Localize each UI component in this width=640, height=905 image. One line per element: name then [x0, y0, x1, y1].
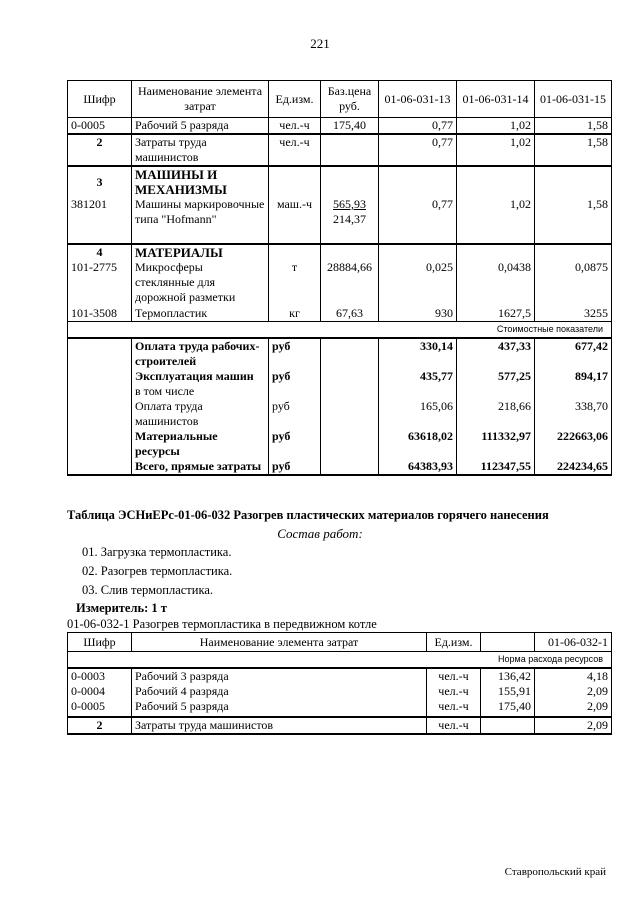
table-row: [68, 118, 612, 135]
row-value-3: 3255: [535, 306, 612, 322]
table-row: [68, 134, 612, 166]
cost-value-2: 577,25: [457, 369, 535, 384]
row-price: [321, 197, 379, 244]
table-row: [68, 699, 612, 717]
cost-unit: руб: [269, 429, 321, 459]
row-value: 2,09: [535, 684, 612, 699]
header-col2: 01-06-031-14: [457, 81, 535, 118]
price-primary: 565,93: [333, 197, 366, 211]
row-value-1: 0,77: [379, 134, 457, 166]
row-name: Рабочий 5 разряда: [132, 699, 427, 717]
row-name: Рабочий 3 разряда: [132, 668, 427, 684]
table-header-row: [68, 633, 612, 652]
row-value-2: 1,02: [457, 197, 535, 244]
table-row: [68, 197, 612, 244]
row-value-3: 0,0875: [535, 260, 612, 306]
row-value-2: 1,02: [457, 134, 535, 166]
row-price: [481, 717, 535, 734]
cost-name: Всего, прямые затраты: [132, 459, 269, 475]
resource-table-031: [67, 80, 612, 476]
row-code: 0-0004: [68, 684, 132, 699]
cost-value-2: 218,66: [457, 399, 535, 429]
table-row: [68, 338, 612, 369]
cost-value-3: 338,70: [535, 399, 612, 429]
footer-region: Ставропольский край: [504, 866, 606, 878]
row-name: Микросферы стеклянные для дорожной разметки: [132, 260, 269, 306]
table-row: [68, 166, 612, 197]
section-code: 3: [68, 166, 132, 197]
cost-name: в том числе: [132, 384, 269, 399]
row-name: Машины маркировочные типа "Hofmann": [132, 197, 269, 244]
cost-name: Эксплуатация машин: [132, 369, 269, 384]
row-code: 0-0005: [68, 699, 132, 717]
header-col1: 01-06-032-1: [535, 633, 612, 652]
page-number: 221: [310, 36, 330, 51]
table-row: [68, 260, 612, 306]
section-code: 4: [68, 244, 132, 260]
row-value-1: 0,77: [379, 197, 457, 244]
cost-value-3: 677,42: [535, 338, 612, 369]
cost-unit: руб: [269, 399, 321, 429]
row-value-2: 0,0438: [457, 260, 535, 306]
row-unit: т: [269, 260, 321, 306]
cost-value-2: 437,33: [457, 338, 535, 369]
row-code: 2: [68, 134, 132, 166]
cost-unit: руб: [269, 459, 321, 475]
header-code: Шифр: [68, 633, 132, 652]
row-value-1: 0,025: [379, 260, 457, 306]
table-row: [68, 306, 612, 322]
table-row: [68, 717, 612, 734]
header-name: Наименование элемента затрат: [132, 633, 427, 652]
row-value: 2,09: [535, 699, 612, 717]
row-price: 155,91: [481, 684, 535, 699]
row-name: Рабочий 5 разряда: [132, 118, 269, 135]
header-price: Баз.цена руб.: [321, 81, 379, 118]
cost-value-1: 165,06: [379, 399, 457, 429]
row-value-3: 1,58: [535, 134, 612, 166]
cost-value-1: 435,77: [379, 369, 457, 384]
norm-label-row: [68, 652, 612, 669]
row-unit: чел.-ч: [427, 717, 481, 734]
row-code: 101-3508: [68, 306, 132, 322]
row-price: 67,63: [321, 306, 379, 322]
cost-name: Оплата труда рабочих-строителей: [132, 338, 269, 369]
cost-indicators-label: Стоимостные показатели: [68, 322, 612, 339]
cost-value-3: 222663,06: [535, 429, 612, 459]
row-value-1: 930: [379, 306, 457, 322]
cost-value-1: 64383,93: [379, 459, 457, 475]
row-name: Рабочий 4 разряда: [132, 684, 427, 699]
row-code: 0-0003: [68, 668, 132, 684]
cost-value-1: 330,14: [379, 338, 457, 369]
table-row: [68, 684, 612, 699]
norm-label: Норма расхода ресурсов: [68, 652, 612, 669]
cost-label-row: [68, 322, 612, 339]
cost-value-2: 111332,97: [457, 429, 535, 459]
row-price: [321, 134, 379, 166]
table-row: [68, 399, 612, 429]
row-unit: чел.-ч: [427, 668, 481, 684]
header-code: Шифр: [68, 81, 132, 118]
work-composition-title: Состав работ:: [277, 526, 363, 541]
cost-value-3: 224234,65: [535, 459, 612, 475]
row-unit: чел.-ч: [269, 134, 321, 166]
header-unit: Ед.изм.: [427, 633, 481, 652]
row-price: 175,40: [481, 699, 535, 717]
cost-value-3: 894,17: [535, 369, 612, 384]
operation-item: 01. Загрузка термопластика.: [82, 545, 232, 559]
table-row: [68, 369, 612, 384]
section-title: МАШИНЫ И МЕХАНИЗМЫ: [132, 166, 269, 197]
row-value-2: 1627,5: [457, 306, 535, 322]
cost-unit: руб: [269, 338, 321, 369]
cost-name: Материальные ресурсы: [132, 429, 269, 459]
row-value-2: 1,02: [457, 118, 535, 135]
table-title: Таблица ЭСНиЕРс-01-06-032 Разогрев пластических материалов горячего нанесения: [67, 508, 549, 522]
row-price: 136,42: [481, 668, 535, 684]
table-row: [68, 384, 612, 399]
table-row: [68, 459, 612, 475]
price-secondary: 214,37: [333, 212, 366, 226]
cost-value-2: 112347,55: [457, 459, 535, 475]
resource-table-032: [67, 632, 612, 735]
row-code: 101-2775: [68, 260, 132, 306]
row-name: Термопластик: [132, 306, 269, 322]
row-unit: чел.-ч: [269, 118, 321, 135]
header-name: Наименование элемента затрат: [132, 81, 269, 118]
cost-name: Оплата труда машинистов: [132, 399, 269, 429]
cost-unit: руб: [269, 369, 321, 384]
row-code: 0-0005: [68, 118, 132, 135]
section-title: МАТЕРИАЛЫ: [132, 244, 269, 260]
row-value: 2,09: [535, 717, 612, 734]
measure-unit: Измеритель: 1 т: [76, 601, 167, 615]
row-value-3: 1,58: [535, 118, 612, 135]
row-name: Затраты труда машинистов: [132, 134, 269, 166]
row-code: 381201: [68, 197, 132, 244]
table-row: [68, 429, 612, 459]
header-col1: 01-06-031-13: [379, 81, 457, 118]
row-value-1: 0,77: [379, 118, 457, 135]
header-unit: Ед.изм.: [269, 81, 321, 118]
header-col3: 01-06-031-15: [535, 81, 612, 118]
row-value-3: 1,58: [535, 197, 612, 244]
row-value: 4,18: [535, 668, 612, 684]
table-row: [68, 244, 612, 260]
row-unit: маш.-ч: [269, 197, 321, 244]
operation-item: 03. Слив термопластика.: [82, 583, 214, 597]
row-name: Затраты труда машинистов: [132, 717, 427, 734]
table-row: [68, 668, 612, 684]
subtable-header: 01-06-032-1 Разогрев термопластика в передвижном котле: [67, 617, 377, 631]
row-unit: чел.-ч: [427, 684, 481, 699]
row-price: 28884,66: [321, 260, 379, 306]
operation-item: 02. Разогрев термопластика.: [82, 564, 233, 578]
row-price: 175,40: [321, 118, 379, 135]
row-unit: кг: [269, 306, 321, 322]
header-price: [481, 633, 535, 652]
row-unit: чел.-ч: [427, 699, 481, 717]
table-header-row: [68, 81, 612, 118]
row-code: 2: [68, 717, 132, 734]
cost-value-1: 63618,02: [379, 429, 457, 459]
